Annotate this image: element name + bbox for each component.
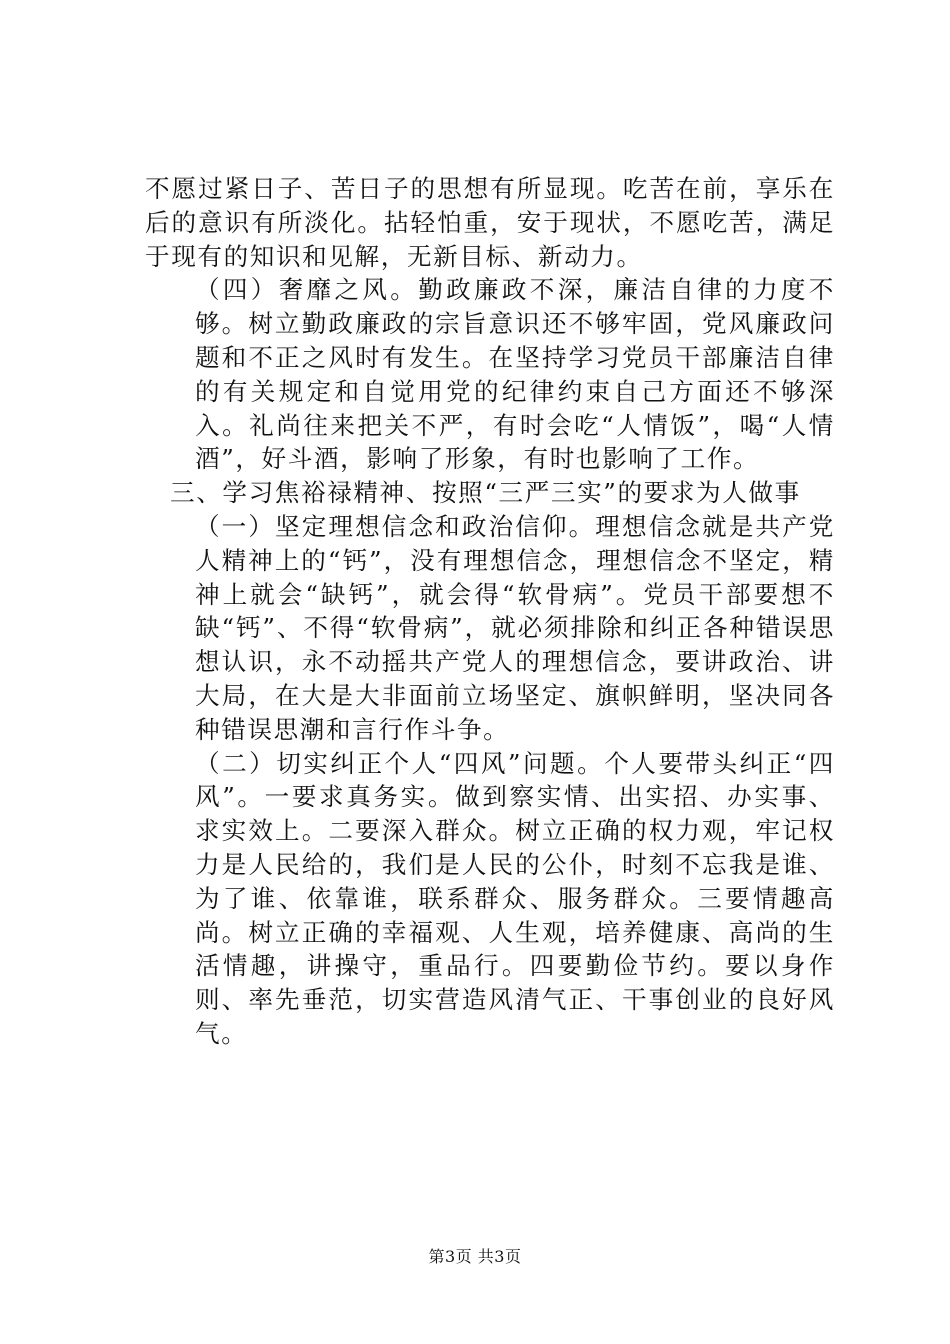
paragraph-ideals-beliefs: （一）坚定理想信念和政治信仰。理想信念就是共产党人精神上的“钙”，没有理想信念，理想信念不坚定，精神上就会“缺钙”，就会得“软骨病”。党员干部要想不缺“钙”、不得“软骨病”，就必须排除和纠正各种错误思想认识，永不动摇共产党人的理想信念，要讲政治、讲大局，在大是大非面前立场坚定、旗帜鲜明，坚决同各种错误思潮和言行作斗争。	[195, 511, 835, 744]
document-body	[145, 172, 835, 1051]
paragraph-continuation: 不愿过紧日子、苦日子的思想有所显现。吃苦在前，享乐在后的意识有所淡化。拈轻怕重，安于现状，不愿吃苦，满足于现有的知识和见解，无新目标、新动力。	[145, 174, 835, 271]
paragraph-extravagance: （四）奢靡之风。勤政廉政不深，廉洁自律的力度不够。树立勤政廉政的宗旨意识还不够牢固，党风廉政问题和不正之风时有发生。在坚持学习党员干部廉洁自律的有关规定和自觉用党的纪律约束自己方面还不够深入。礼尚往来把关不严，有时会吃“人情饭”，喝“人情酒”，好斗酒，影响了形象，有时也影响了工作。	[195, 275, 835, 474]
page-footer: 第3页 共3页	[428, 1247, 522, 1266]
paragraph-four-winds: （二）切实纠正个人“四风”问题。个人要带头纠正“四风”。一要求真务实。做到察实情、出实招、办实事、求实效上。二要深入群众。树立正确的权力观，牢记权力是人民给的，我们是人民的公仆，时刻不忘我是谁、为了谁、依靠谁，联系群众、服务群众。三要情趣高尚。树立正确的幸福观、人生观，培养健康、高尚的生活情趣，讲操守，重品行。四要勤俭节约。要以身作则、率先垂范，切实营造风清气正、干事创业的良好风气。	[195, 748, 835, 1048]
section-heading-three: 三、学习焦裕禄精神、按照“三严三实”的要求为人做事	[170, 478, 801, 508]
